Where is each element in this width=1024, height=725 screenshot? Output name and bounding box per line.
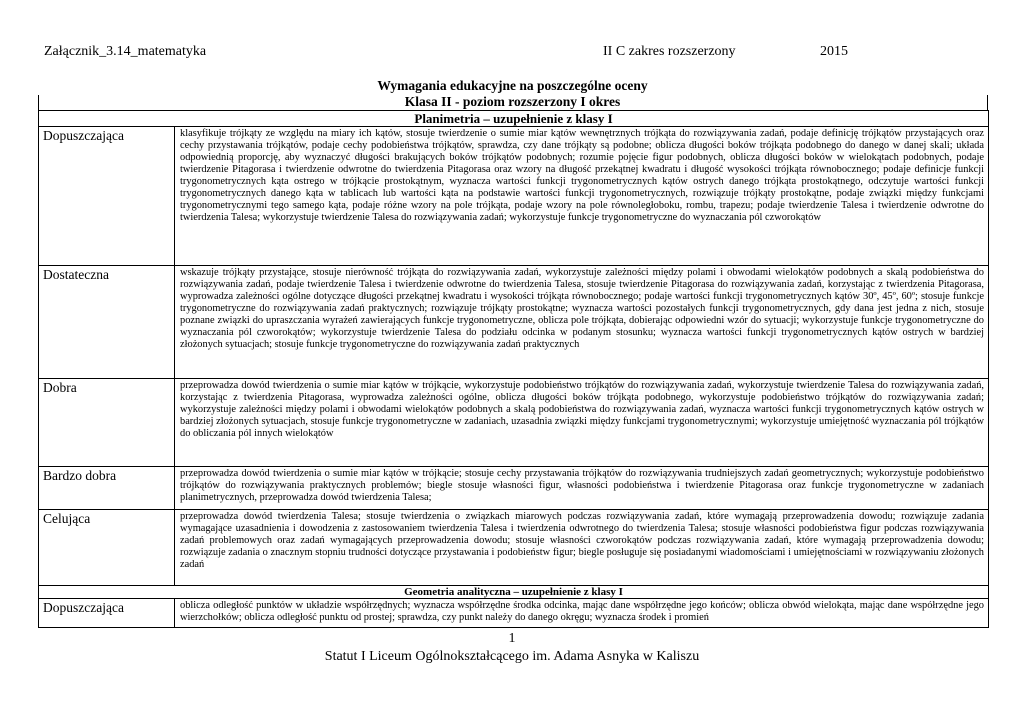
table-row xyxy=(39,127,989,266)
table-row xyxy=(39,599,989,628)
frame-right-tick xyxy=(987,95,988,111)
page-number: 1 xyxy=(508,631,516,646)
grade-requirements: klasyfikuje trójkąty ze względu na miary ich kątów, stosuje twierdzenie o sumie miar kątów wewnętrznych trójkąta do rozwiązywania zadań, podaje definicję trójkątów przystających oraz cechy przystawania trójkątów, podaje cechy podobieństwa trójkątów, sprawdza, czy dane trójkąty są podobne; oblicza długości boków trójkąta podobnego do danego w danej skali; układa odpowiednią proporcję, aby wyznaczyć długości brakujących boków trójkątów podobnych; rozumie pojęcie figur podobnych, oblicza długości boków w wielokątach podobnych, podaje twierdzenie Pitagorasa i twierdzenie odwrotne do twierdzenia Pitagorasa oraz wzory na długość przekątnej kwadratu i długość wysokości trójkąta równobocznego; podaje definicje funkcji trygonometrycznych kąta ostrego w trójkącie prostokątnym, wyznacza wartości funkcji trygonometrycznych kątów ostrych danego trójkąta prostokątnego, odczytuje wartości funkcji trygonometrycznych danego kąta w tablicach lub wartości kąta na podstawie wartości funkcji trygonometrycznych, rozwiązuje trójkąty prostokątne, podaje związki między funkcjami trygonometrycznymi tego samego kąta, podaje różne wzory na pole trójkąta, podaje wzory na pole równoległoboku, rombu, trapezu; podaje twierdzenie Talesa i twierdzenie odwrotne do twierdzenia Talesa; wykorzystuje twierdzenie Talesa do rozwiązywania zadań; wykorzystuje funkcje trygonometryczne do wyznaczania pól czworokątów xyxy=(175,127,989,266)
grade-label: Dostateczna xyxy=(39,266,175,379)
grade-label: Dopuszczająca xyxy=(39,127,175,266)
table-row xyxy=(39,510,989,586)
document-subtitle: Klasa II - poziom rozszerzony I okres xyxy=(404,94,621,109)
grade-requirements: przeprowadza dowód twierdzenia Talesa; stosuje twierdzenia o związkach miarowych podczas rozwiązywania zadań, które wymagają przeprowadzenia dowodu; rozwiązuje zadania wymagające uzasadnienia i dowodzenia z zastosowaniem twierdzenia Talesa i twierdzenia odwrotnego do twierdzenia Talesa; stosuje własności podobieństwa figur podczas rozwiązywania zadań problemowych oraz zadań wymagających przeprowadzenia dowodu; stosuje własności czworokątów podczas rozwiązywania zadań, które wymagają przeprowadzenia dowodu; rozwiązuje zadania o znacznym stopniu trudności dotyczące przystawania i podobieństw figur; biegle posługuje się posiadanymi wiadomościami i umiejętnościami w rozwiązywaniu złożonych zadań xyxy=(175,510,989,586)
section-heading-planimetria: Planimetria – uzupełnienie z klasy I xyxy=(39,111,989,127)
table-row xyxy=(39,266,989,379)
table-row xyxy=(39,467,989,510)
attachment-label: Załącznik_3.14_matematyka xyxy=(44,44,207,59)
year-label: 2015 xyxy=(820,44,848,59)
grade-requirements: wskazuje trójkąty przystające, stosuje nierówność trójkąta do rozwiązywania zadań, wykorzystuje zależności między polami i obwodami wielokątów podobnych a skalą podobieństwa do rozwiązywania zadań, podaje twierdzenie Talesa i twierdzenie odwrotne do twierdzenia Talesa, stosuje twierdzenie Pitagorasa do rozwiązywania zadań, korzystając z twierdzenia Pitagorasa, wyprowadza zależności ogólne dotyczące długości przekątnej kwadratu i wysokości trójkąta równobocznego; podaje wartości funkcji trygonometrycznych kątów 30º, 45º, 60º; stosuje funkcje trygonometryczne do rozwiązywania zadań praktycznych; rozwiązuje trójkąty prostokątne; wyznacza wartości pozostałych funkcji trygonometrycznych, gdy dana jest jedna z nich, stosuje poznane związki do upraszczania wyrażeń zawierających funkcje trygonometryczne, oblicza pole trójkąta, dobierając odpowiedni wzór do sytuacji; wykorzystuje funkcje trygonometryczne do wyznaczania pól czworokątów; wykorzystuje twierdzenie Talesa do podziału odcinka w podanym stosunku; wyznacza wartości funkcji trygonometrycznych kątów ostrych w bardziej złożonych sytuacjach; stosuje funkcje trygonometryczne do rozwiązywania zadań praktycznych xyxy=(175,266,989,379)
grade-label: Bardzo dobra xyxy=(39,467,175,510)
grade-requirements: oblicza odległość punktów w układzie współrzędnych; wyznacza współrzędne środka odcinka, mając dane współrzędne jego końców; oblicza obwód wielokąta, mając dane współrzędne jego wierzchołków; oblicza odległość punktu od prostej; sprawdza, czy punkt należy do danego okręgu; wyznacza środek i promień xyxy=(175,599,989,628)
document-title: Wymagania edukacyjne na poszczególne oceny xyxy=(377,78,648,93)
section-heading-geometria: Geometria analityczna – uzupełnienie z klasy I xyxy=(39,586,989,599)
footer-school-name: Statut I Liceum Ogólnokształcącego im. Adama Asnyka w Kaliszu xyxy=(324,649,700,664)
grade-requirements: przeprowadza dowód twierdzenia o sumie miar kątów w trójkącie; stosuje cechy przystawania trójkątów do rozwiązywania trudniejszych zadań geometrycznych; wykorzystuje podobieństwo trójkątów do rozwiązywania praktycznych problemów; biegle stosuje własności figur, własności podobieństwa i twierdzenie Pitagorasa oraz funkcje trygonometryczne w zadaniach planimetrycznych, przeprowadza dowód twierdzenia Talesa; xyxy=(175,467,989,510)
section-header-row xyxy=(39,586,989,599)
grade-label: Celująca xyxy=(39,510,175,586)
requirements-table xyxy=(38,110,989,628)
section-header-row xyxy=(39,111,989,127)
grade-label: Dopuszczająca xyxy=(39,599,175,628)
grade-requirements: przeprowadza dowód twierdzenia o sumie miar kątów w trójkącie, wykorzystuje podobieństwo trójkątów do rozwiązywania zadań, wykorzystuje twierdzenie Talesa do rozwiązywania zadań, korzystając z twierdzenia Pitagorasa, wyprowadza zależności ogólne, oblicza długości boków trójkąta podobnego, wykorzystuje podobieństwo trójkątów do rozwiązywania zadań; wykorzystuje zależności między polami i obwodami wielokątów podobnych a skalą podobieństwa do rozwiązywania zadań, wyznacza wartości funkcji trygonometrycznych kątów ostrych w bardziej złożonych sytuacjach, stosuje funkcje trygonometryczne w zadaniach, uzasadnia związki między funkcjami trygonometrycznymi; wykorzystuje umiejętność wyznaczania pól trójkątów do obliczania pól innych wielokątów xyxy=(175,379,989,467)
grade-label: Dobra xyxy=(39,379,175,467)
table-row xyxy=(39,379,989,467)
class-scope-label: II C zakres rozszerzony xyxy=(603,44,736,59)
